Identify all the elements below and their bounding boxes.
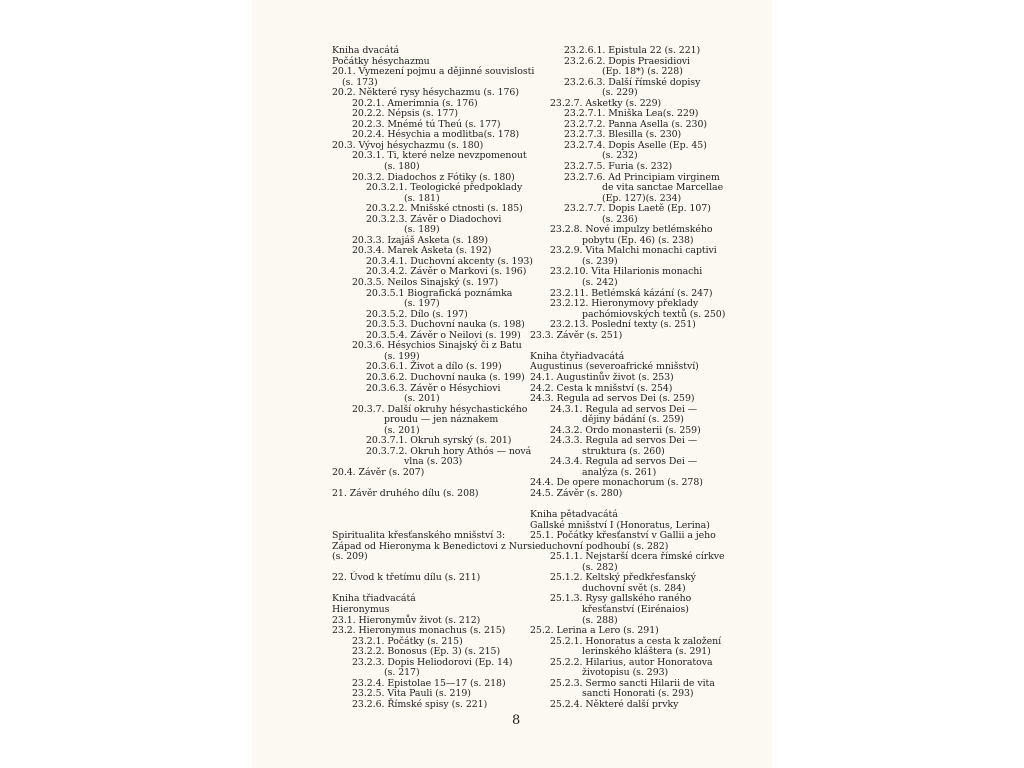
toc-entry: (s. 180) [384,161,420,173]
toc-entry: (s. 199) [384,350,420,362]
toc-entry: (s. 236) [602,213,638,225]
toc-entry: 23.2.11. Betlémská kázání (s. 247) [550,287,713,299]
toc-entry: proudu — jen náznakem [384,414,499,426]
toc-spacer [332,510,522,521]
toc-entry: 23.2.1. Počátky (s. 215) [352,635,463,647]
toc-entry: 24.1. Augustinův život (s. 253) [530,371,674,383]
toc-entry: dějiny bádání (s. 259) [582,414,684,426]
toc-entry: 23.2.2. Bonosus (Ep. 3) (s. 215) [352,646,501,658]
toc-entry: lerinského kláštera (s. 291) [582,646,711,658]
toc-entry: 20.2.4. Hésychia a modlitba(s. 178) [352,129,520,141]
toc-entry: Hieronymus [332,603,390,615]
toc-entry: 25.2.3. Sermo sancti Hilarii de vita [550,677,715,689]
toc-entry: 23.2. Hieronymus monachus (s. 215) [332,625,506,637]
toc-entry: 20.2.2. Népsis (s. 177) [352,108,458,120]
toc-entry: životopisu (s. 293) [582,667,669,679]
toc-entry: 25.2.1. Honoratus a cesta k založení [550,635,722,647]
toc-entry: 25.2.4. Některé další prvky [550,698,679,710]
toc-entry: 23.2.6.2. Dopis Praesidiovi [564,55,691,67]
toc-entry: 20.1. Vymezení pojmu a dějinné souvislosti [332,66,535,78]
toc-entry: Spiritualita křesťanského mnišství 3: [332,530,506,542]
toc-entry: 23.2.6.3. Další římské dopisy [564,76,701,88]
toc-entry: pachómiovských textů (s. 250) [582,308,726,320]
toc-entry: (Ep. 18*) (s. 228) [602,66,683,78]
toc-entry: 21. Závěr druhého dílu (s. 208) [332,487,479,499]
toc-entry: (s. 173) [342,76,378,88]
toc-entry: 24.3.1. Regula ad servos Dei — [550,403,698,415]
toc-entry: 24.2. Cesta k mnišství (s. 254) [530,382,673,394]
toc-entry: duchovní svět (s. 284) [582,582,686,594]
toc-entry: (s. 282) [582,561,618,573]
toc-entry: 20.2.1. Amerimnia (s. 176) [352,97,478,109]
toc-entry: 20.3.7.2. Okruh hory Athós — nová [366,445,532,457]
toc-entry: 23.2.6. Římské spisy (s. 221) [352,698,488,710]
toc-entry: 20.3.5.2. Dílo (s. 197) [366,308,468,320]
toc-entry: 24.3.3. Regula ad servos Dei — [550,435,698,447]
toc-entry: Západ od Hieronyma k Benedictovi z Nursie [332,540,541,552]
toc-entry: 23.2.7.4. Dopis Aselle (Ep. 45) [564,139,707,151]
toc-entry: 20.3.2.2. Mnišské ctnosti (s. 185) [366,203,523,215]
toc-entry: 24.3. Regula ad servos Dei (s. 259) [530,393,695,405]
toc-entry: 24.3.2. Ordo monasterii (s. 259) [550,424,701,436]
toc-entry: 25.1.3. Rysy gallského raného [550,593,692,605]
toc-entry: 23.2.7.6. Ad Principiam virginem [564,171,720,183]
toc-entry: 23.2.7.2. Panna Asella (s. 230) [564,118,707,130]
toc-entry: 20.2.3. Mnémé tú Theú (s. 177) [352,118,501,130]
toc-entry: 23.1. Hieronymův život (s. 212) [332,614,481,626]
toc-entry: křesťanství (Eirénaios) [582,603,689,615]
toc-entry: (s. 201) [384,424,420,436]
toc-entry: 24.3.4. Regula ad servos Dei — [550,456,698,468]
toc-entry: (Ep. 127)(s. 234) [602,192,682,204]
toc-entry: Kniha čtyřiadvacátá [530,350,625,362]
toc-entry: pobytu (Ep. 46) (s. 238) [582,234,694,246]
toc-entry: 20.4. Závěr (s. 207) [332,466,425,478]
toc-entry: 20.3.4.1. Duchovní akcenty (s. 193) [366,255,533,267]
toc-entry: 20.3.7. Další okruhy hésychastického [352,403,528,415]
toc-entry: 23.2.7. Asketky (s. 229) [550,97,662,109]
toc-entry: 23.2.3. Dopis Heliodorovi (Ep. 14) [352,656,513,668]
page-number: 8 [512,713,521,728]
toc-entry: 20.3.5. Neilos Sinajský (s. 197) [352,277,499,289]
toc-entry: 25.2. Lerina a Lero (s. 291) [530,625,659,637]
toc-entry: 23.2.4. Epistolae 15—17 (s. 218) [352,677,506,689]
toc-entry: analýza (s. 261) [582,466,657,478]
toc-entry: 20.2. Některé rysy hésychazmu (s. 176) [332,87,519,99]
toc-entry: Gallské mnišství I (Honoratus, Lerina) [530,519,710,531]
toc-entry: 20.3.6.1. Život a dílo (s. 199) [366,361,502,373]
toc-entry: 20.3.6.2. Duchovní nauka (s. 199) [366,371,525,383]
toc-entry: (s. 201) [404,393,440,405]
toc-entry: 20.3.6. Hésychios Sinajský či z Batu [352,340,522,352]
toc-entry: 23.2.5. Vita Pauli (s. 219) [352,688,471,700]
toc-entry: 22. Úvod k třetímu dílu (s. 211) [332,572,481,584]
toc-entry: 20.3. Vývoj hésychazmu (s. 180) [332,139,484,151]
toc-entry: de vita sanctae Marcellae [602,182,724,194]
toc-entry: 23.2.8. Nové impulzy betlémského [550,224,713,236]
toc-entry: (s. 229) [602,87,638,99]
toc-entry: 23.3. Závěr (s. 251) [530,329,623,341]
toc-entry: duchovní podhoubí (s. 282) [540,540,669,552]
toc-entry: 20.3.1. Ti, které nelze nevzpomenout [352,150,527,162]
toc-entry: 20.3.5.1 Biografická poznámka [366,287,513,299]
toc-entry: (s. 181) [404,192,440,204]
toc-entry: (s. 242) [582,277,618,289]
toc-entry: Kniha třiadvacátá [332,593,416,605]
toc-entry: Počátky hésychazmu [332,55,430,67]
toc-entry: 25.2.2. Hilarius, autor Honoratova [550,656,713,668]
toc-entry: (s. 239) [582,255,618,267]
toc-entry: 20.3.2. Diadochos z Fótiky (s. 180) [352,171,515,183]
toc-entry: 23.2.12. Hieronymovy překlady [550,298,699,310]
toc-entry: 23.2.10. Vita Hilarionis monachi [550,266,703,278]
toc-entry: 20.3.2.3. Závěr o Diadochovi [366,213,502,225]
toc-entry: 25.1. Počátky křesťanství v Gallii a jeho [530,530,716,542]
toc-entry: vlna (s. 203) [404,456,463,468]
toc-entry: sancti Honorati (s. 293) [582,688,694,700]
toc-entry: (s. 217) [384,667,420,679]
toc-entry: 23.2.13. Poslední texty (s. 251) [550,319,696,331]
toc-entry: 20.3.6.3. Závěr o Hésychiovi [366,382,501,394]
toc-entry: 20.3.4. Marek Asketa (s. 192) [352,245,492,257]
toc-entry: 25.1.1. Nejstarší dcera římské církve [550,551,725,563]
toc-entry: Augustinus (severoafrické mnišství) [530,361,699,373]
toc-entry: (s. 209) [332,551,368,563]
toc-entry: 23.2.6.1. Epistula 22 (s. 221) [564,45,701,56]
toc-entry: struktura (s. 260) [582,445,665,457]
toc-entry: 20.3.7.1. Okruh syrský (s. 201) [366,435,512,447]
toc-entry: 20.3.4.2. Závěr o Markovi (s. 196) [366,266,527,278]
toc-entry: 23.2.7.1. Mniška Lea(s. 229) [564,108,699,120]
toc-entry: 24.5. Závěr (s. 280) [530,487,623,499]
toc-entry: 24.4. De opere monachorum (s. 278) [530,477,703,489]
toc-left-column [332,45,541,710]
toc-entry: 23.2.7.7. Dopis Laetě (Ep. 107) [564,203,711,215]
toc-entry: (s. 197) [404,298,440,310]
toc-entry: 20.3.5.4. Závěr o Neilovi (s. 199) [366,329,521,341]
toc-entry: 25.1.2. Keltský předkřesťanský [550,572,696,584]
toc-right-column [530,46,740,710]
toc-entry: 23.2.7.3. Blesilla (s. 230) [564,129,682,141]
toc-spacer [332,500,522,511]
toc-entry: 20.3.3. Izajáš Asketa (s. 189) [352,234,488,246]
toc-entry: (s. 232) [602,150,638,162]
toc-entry: Kniha dvacátá [332,45,400,56]
toc-entry: Kniha pětadvacátá [530,509,618,521]
toc-entry: 20.3.2.1. Teologické předpoklady [366,182,523,194]
toc-entry: (s. 189) [404,224,440,236]
toc-entry: 23.2.7.5. Furia (s. 232) [564,161,673,173]
toc-entry: 20.3.5.3. Duchovní nauka (s. 198) [366,319,525,331]
toc-entry: (s. 288) [582,614,618,626]
toc-entry: 23.2.9. Vita Malchi monachi captivi [550,245,717,257]
